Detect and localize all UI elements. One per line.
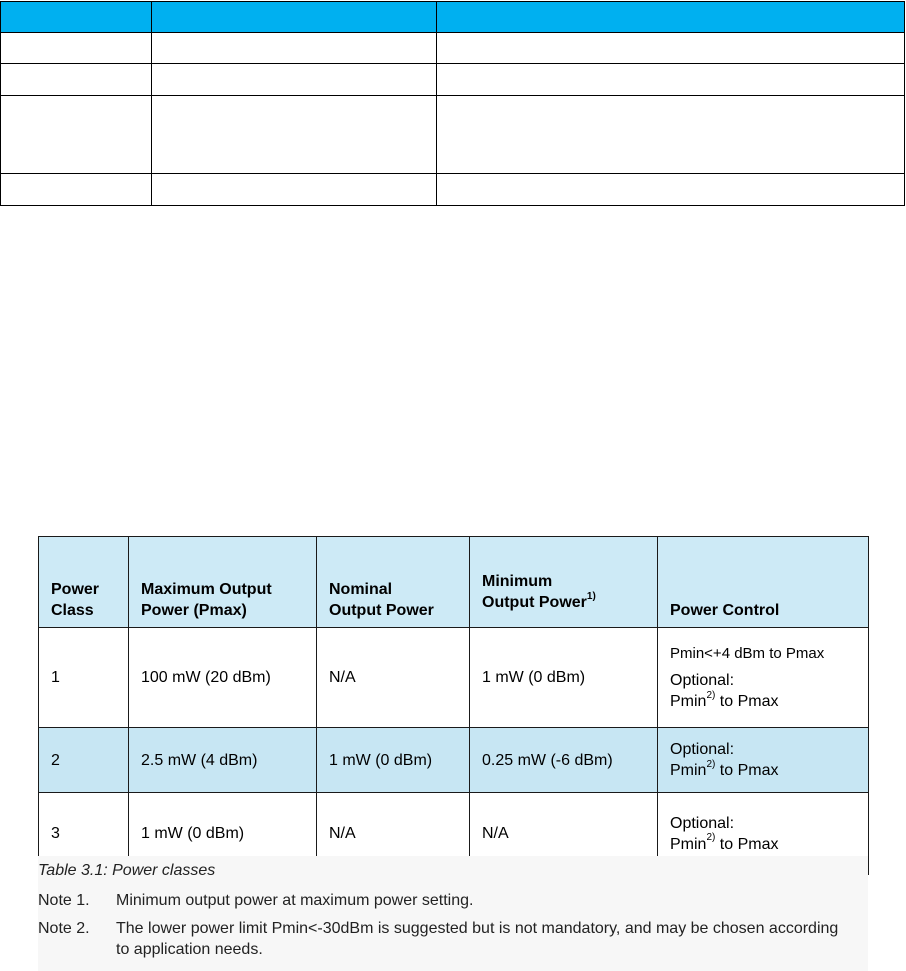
cell-nominal-power: N/A [317,793,470,875]
header-power-control: Power Control [658,537,869,628]
cell-power-control: Pmin<+4 dBm to Pmax Optional: Pmin$^{2)}$ to Pmax [658,628,869,728]
note-text: Minimum output power at maximum power setting. [116,892,474,909]
note-label: Note 2. [38,920,90,937]
note-text: The lower power limit Pmin<-30dBm is suggested but is not mandatory, and may be chosen according to application needs. [116,920,839,958]
header-min-output-power: Minimum Output Power$^{1)}$ [470,537,658,628]
table-row [39,628,869,728]
top-table-cell [437,64,905,96]
cell-max-power: 100 mW (20 dBm) [129,628,317,728]
table-row [39,728,869,793]
top-table-cell [152,174,437,206]
cell-nominal-power: 1 mW (0 dBm) [317,728,470,793]
top-table-cell [1,33,152,64]
top-table-cell [1,174,152,206]
cell-min-power: 0.25 mW (-6 dBm) [470,728,658,793]
top-table-cell [1,64,152,96]
header-max-output-power: Maximum Output Power (Pmax) [129,537,317,628]
top-table-row [1,96,905,174]
footnote-marker: 1) [586,590,596,602]
top-table-cell [152,33,437,64]
cell-class: 1 [39,628,129,728]
cell-class: 3 [39,793,129,875]
top-table-cell [152,96,437,174]
power-table-header-row [39,537,869,628]
cell-power-control: Optional: Pmin$^{2)}$ to Pmax [658,793,869,875]
note-label: Note 1. [38,892,90,909]
header-nominal-output-power: Nominal Output Power [317,537,470,628]
cell-min-power: N/A [470,793,658,875]
cell-class: 2 [39,728,129,793]
header-power-class: Power Class [39,537,129,628]
table-notes [38,856,868,971]
top-table-cell [1,96,152,174]
cell-min-power: 1 mW (0 dBm) [470,628,658,728]
top-table-row [1,33,905,64]
top-table-row [1,174,905,206]
top-table-header-cell [437,2,905,33]
top-table-row [1,64,905,96]
cell-nominal-power: N/A [317,628,470,728]
top-table-cell [437,96,905,174]
top-table-cell [437,33,905,64]
power-classes-table [38,536,869,875]
table-caption: Table 3.1: Power classes [38,862,216,879]
top-table-header-cell [152,2,437,33]
cell-power-control: Optional: Pmin$^{2)}$ to Pmax [658,728,869,793]
note-2 [38,918,856,960]
cell-max-power: 1 mW (0 dBm) [129,793,317,875]
top-table-header-row [1,2,905,33]
top-table-cell [152,64,437,96]
top-table-cell [437,174,905,206]
top-table [0,1,905,206]
note-1 [38,890,856,911]
top-table-header-cell [1,2,152,33]
cell-max-power: 2.5 mW (4 dBm) [129,728,317,793]
